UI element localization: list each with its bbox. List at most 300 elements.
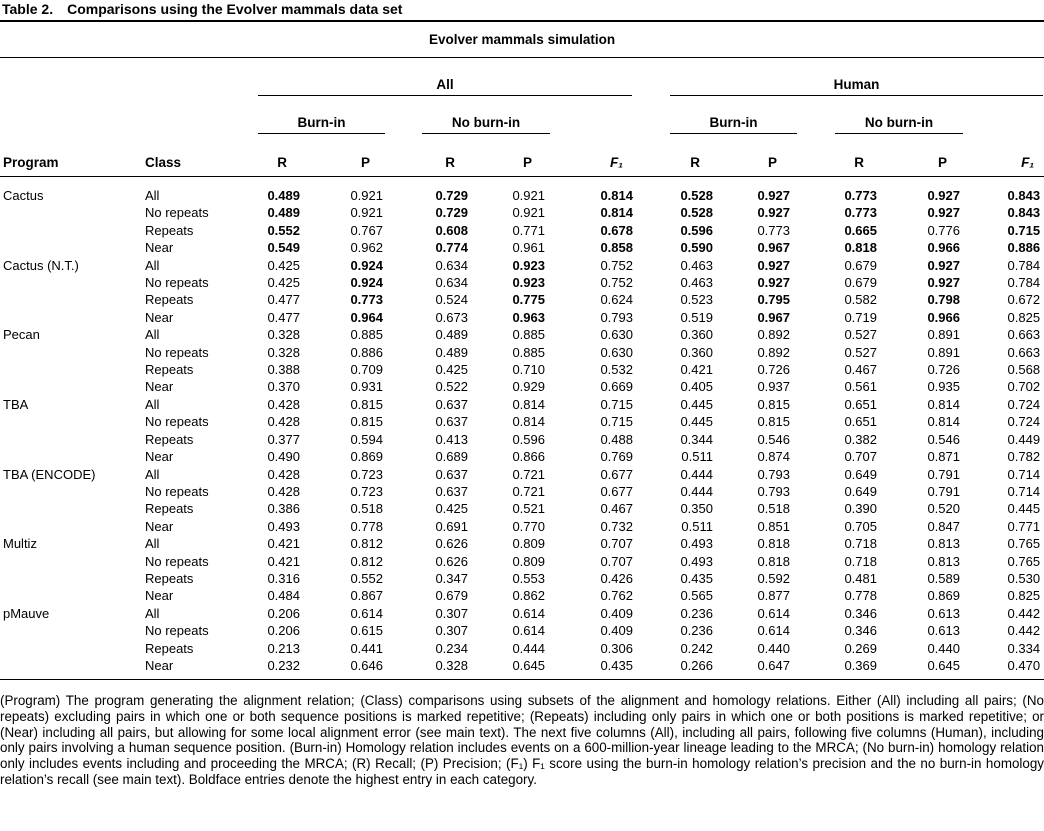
value-cell: 0.793: [600, 309, 633, 325]
value-cell: 0.812: [350, 553, 383, 569]
value-cell: 0.791: [927, 483, 960, 499]
value-cell: 0.307: [435, 605, 468, 621]
class-cell: Repeats: [145, 431, 194, 447]
program-cell: [0, 640, 142, 657]
value-cell: 0.266: [680, 657, 713, 673]
value-cell: 0.409: [600, 605, 633, 621]
value-cell: 0.663: [1007, 344, 1041, 360]
col-all-f1: F₁: [545, 134, 633, 177]
value-cell: 0.927: [927, 275, 960, 291]
value-cell: 0.732: [600, 518, 633, 534]
table-row: [0, 378, 1044, 395]
value-cell: 0.858: [600, 240, 633, 256]
spanning-header: Evolver mammals simulation: [0, 22, 1044, 58]
value-cell: 0.707: [844, 449, 877, 465]
value-cell: 0.724: [1007, 396, 1041, 412]
value-cell: 0.885: [350, 327, 383, 343]
value-cell: 0.769: [600, 449, 633, 465]
value-cell: 0.679: [435, 588, 468, 604]
value-cell: 0.924: [350, 275, 383, 291]
table-row: [0, 396, 1044, 413]
value-cell: 0.421: [267, 536, 300, 552]
value-cell: 0.524: [435, 292, 468, 308]
value-cell: 0.782: [1007, 449, 1041, 465]
value-cell: 0.961: [512, 240, 545, 256]
program-cell: [0, 361, 142, 378]
program-cell: [0, 483, 142, 500]
table-row: [0, 274, 1044, 291]
table-row: [0, 448, 1044, 465]
human-noburnin-label: No burn-in: [864, 115, 934, 130]
value-cell: 0.927: [927, 257, 960, 273]
value-cell: 0.470: [1007, 657, 1041, 673]
value-cell: 0.637: [435, 396, 468, 412]
group-header-spacer: [0, 58, 255, 97]
col-human-burnin-p: P: [713, 134, 790, 177]
value-cell: 0.885: [512, 344, 545, 360]
program-cell: TBA (ENCODE): [3, 466, 96, 482]
class-cell: Near: [145, 657, 174, 673]
value-cell: 0.815: [350, 414, 383, 430]
value-cell: 0.388: [267, 362, 300, 378]
program-cell: [0, 587, 142, 604]
value-cell: 0.421: [680, 362, 713, 378]
all-burnin-underline: [258, 115, 385, 134]
value-cell: 0.552: [350, 570, 383, 586]
value-cell: 0.935: [927, 379, 960, 395]
value-cell: 0.752: [600, 275, 633, 291]
table-row: [0, 239, 1044, 256]
col-class: Class: [142, 134, 255, 177]
value-cell: 0.594: [350, 431, 383, 447]
class-cell: No repeats: [145, 483, 209, 499]
value-cell: 0.921: [512, 205, 545, 221]
all-burnin-cell: [255, 96, 383, 134]
value-cell: 0.236: [680, 623, 713, 639]
value-cell: 0.795: [757, 292, 790, 308]
value-cell: 0.966: [927, 240, 960, 256]
value-cell: 0.444: [680, 483, 713, 499]
program-cell: Pecan: [3, 327, 40, 343]
table-caption: Comparisons using the Evolver mammals data set: [67, 1, 403, 17]
group-all-cell: [255, 58, 633, 97]
value-cell: 0.689: [435, 449, 468, 465]
table-title: [0, 0, 1044, 22]
value-cell: 0.774: [435, 240, 468, 256]
value-cell: 0.663: [1007, 327, 1041, 343]
value-cell: 0.614: [757, 623, 790, 639]
value-cell: 0.390: [844, 501, 877, 517]
table-row: [0, 500, 1044, 517]
table-row: [0, 535, 1044, 552]
program-cell: [0, 448, 142, 465]
col-human-f1: F₁: [960, 134, 1044, 177]
group-all-underline: [258, 77, 632, 96]
value-cell: 0.435: [600, 657, 633, 673]
table-row: [0, 640, 1044, 657]
value-cell: 0.784: [1007, 275, 1041, 291]
value-cell: 0.775: [512, 292, 545, 308]
value-cell: 0.306: [600, 640, 633, 656]
value-cell: 0.843: [1007, 188, 1041, 203]
value-cell: 0.707: [600, 536, 633, 552]
col-program: Program: [0, 134, 142, 177]
value-cell: 0.793: [757, 483, 790, 499]
human-noburnin-cell: [790, 96, 960, 134]
value-cell: 0.440: [927, 640, 960, 656]
value-cell: 0.921: [350, 188, 383, 203]
class-cell: Repeats: [145, 640, 194, 656]
class-cell: All: [145, 466, 160, 482]
value-cell: 0.489: [435, 327, 468, 343]
value-cell: 0.767: [350, 222, 383, 238]
table-row: [0, 204, 1044, 221]
value-cell: 0.334: [1007, 640, 1041, 656]
value-cell: 0.425: [267, 275, 300, 291]
value-cell: 0.752: [600, 257, 633, 273]
value-cell: 0.413: [435, 431, 468, 447]
value-cell: 0.679: [844, 257, 877, 273]
value-cell: 0.637: [435, 414, 468, 430]
value-cell: 0.522: [435, 379, 468, 395]
value-cell: 0.784: [1007, 257, 1041, 273]
group-all-label: All: [436, 77, 454, 92]
class-cell: All: [145, 327, 160, 343]
value-cell: 0.360: [680, 344, 713, 360]
value-cell: 0.527: [844, 327, 877, 343]
value-cell: 0.206: [267, 605, 300, 621]
table-row: [0, 326, 1044, 343]
value-cell: 0.771: [1007, 518, 1041, 534]
value-cell: 0.778: [350, 518, 383, 534]
class-cell: All: [145, 257, 160, 273]
value-cell: 0.966: [927, 309, 960, 325]
value-cell: 0.467: [844, 362, 877, 378]
value-cell: 0.891: [927, 344, 960, 360]
program-cell: [0, 553, 142, 570]
value-cell: 0.532: [600, 362, 633, 378]
value-cell: 0.596: [512, 431, 545, 447]
value-cell: 0.484: [267, 588, 300, 604]
all-noburnin-label: No burn-in: [451, 115, 521, 130]
value-cell: 0.813: [927, 553, 960, 569]
value-cell: 0.477: [267, 309, 300, 325]
value-cell: 0.596: [680, 222, 713, 238]
value-cell: 0.613: [927, 623, 960, 639]
value-cell: 0.814: [927, 396, 960, 412]
table-row: [0, 518, 1044, 535]
value-cell: 0.520: [927, 501, 960, 517]
table-row: [0, 553, 1044, 570]
class-cell: Repeats: [145, 222, 194, 238]
value-cell: 0.630: [600, 344, 633, 360]
subgroup-spacer: [0, 96, 255, 134]
program-cell: [0, 378, 142, 395]
value-cell: 0.624: [600, 292, 633, 308]
table-row: [0, 570, 1044, 587]
program-cell: [0, 274, 142, 291]
value-cell: 0.678: [600, 222, 633, 238]
value-cell: 0.582: [844, 292, 877, 308]
value-cell: 0.328: [267, 344, 300, 360]
table-row: [0, 309, 1044, 326]
class-cell: No repeats: [145, 275, 209, 291]
value-cell: 0.350: [680, 501, 713, 517]
value-cell: 0.874: [757, 449, 790, 465]
value-cell: 0.565: [680, 588, 713, 604]
value-cell: 0.962: [350, 240, 383, 256]
value-cell: 0.614: [757, 605, 790, 621]
value-cell: 0.851: [757, 518, 790, 534]
value-cell: 0.762: [600, 588, 633, 604]
value-cell: 0.812: [350, 536, 383, 552]
value-cell: 0.626: [435, 536, 468, 552]
value-cell: 0.773: [844, 188, 877, 203]
value-cell: 0.613: [927, 605, 960, 621]
table-row: [0, 466, 1044, 483]
value-cell: 0.630: [600, 327, 633, 343]
spanning-header-row: [0, 22, 1044, 58]
value-cell: 0.719: [844, 309, 877, 325]
value-cell: 0.370: [267, 379, 300, 395]
value-cell: 0.523: [680, 292, 713, 308]
value-cell: 0.866: [512, 449, 545, 465]
value-cell: 0.549: [267, 240, 300, 256]
value-cell: 0.869: [350, 449, 383, 465]
program-cell: [0, 222, 142, 239]
value-cell: 0.493: [680, 536, 713, 552]
value-cell: 0.814: [512, 414, 545, 430]
table-row: [0, 431, 1044, 448]
value-cell: 0.964: [350, 309, 383, 325]
value-cell: 0.815: [757, 396, 790, 412]
value-cell: 0.234: [435, 640, 468, 656]
value-cell: 0.677: [600, 483, 633, 499]
program-cell: [0, 204, 142, 221]
program-cell: Cactus: [3, 188, 44, 203]
value-cell: 0.651: [844, 414, 877, 430]
value-cell: 0.809: [512, 536, 545, 552]
class-cell: Repeats: [145, 292, 194, 308]
group-header-row: [0, 58, 1044, 97]
value-cell: 0.885: [512, 327, 545, 343]
value-cell: 0.715: [600, 396, 633, 412]
table-row: [0, 605, 1044, 622]
value-cell: 0.672: [1007, 292, 1041, 308]
value-cell: 0.847: [927, 518, 960, 534]
value-cell: 0.344: [680, 431, 713, 447]
value-cell: 0.921: [350, 205, 383, 221]
value-cell: 0.818: [757, 553, 790, 569]
value-cell: 0.405: [680, 379, 713, 395]
program-cell: [0, 500, 142, 517]
value-cell: 0.967: [757, 240, 790, 256]
value-cell: 0.561: [844, 379, 877, 395]
value-cell: 0.673: [435, 309, 468, 325]
class-cell: All: [145, 536, 160, 552]
value-cell: 0.927: [757, 188, 790, 203]
value-cell: 0.445: [1007, 501, 1041, 517]
value-cell: 0.518: [350, 501, 383, 517]
value-cell: 0.527: [844, 344, 877, 360]
table-row: [0, 361, 1044, 378]
value-cell: 0.793: [757, 466, 790, 482]
group-human-label: Human: [833, 77, 880, 92]
value-cell: 0.463: [680, 275, 713, 291]
program-cell: TBA: [3, 396, 29, 412]
value-cell: 0.814: [927, 414, 960, 430]
value-cell: 0.715: [600, 414, 633, 430]
value-cell: 0.886: [1007, 240, 1041, 256]
program-cell: [0, 413, 142, 430]
value-cell: 0.528: [680, 205, 713, 221]
value-cell: 0.791: [927, 466, 960, 482]
table-row: [0, 657, 1044, 680]
class-cell: All: [145, 396, 160, 412]
value-cell: 0.645: [512, 657, 545, 673]
program-cell: [0, 431, 142, 448]
value-cell: 0.206: [267, 623, 300, 639]
value-cell: 0.815: [757, 414, 790, 430]
class-cell: All: [145, 605, 160, 621]
value-cell: 0.440: [757, 640, 790, 656]
value-cell: 0.530: [1007, 570, 1041, 586]
value-cell: 0.614: [350, 605, 383, 621]
all-f1-spacer: [545, 96, 633, 134]
value-cell: 0.242: [680, 640, 713, 656]
value-cell: 0.679: [844, 275, 877, 291]
value-cell: 0.489: [267, 205, 300, 221]
class-cell: Near: [145, 240, 174, 256]
value-cell: 0.269: [844, 640, 877, 656]
value-cell: 0.528: [680, 188, 713, 203]
value-cell: 0.721: [512, 466, 545, 482]
table-footnote: (Program) The program generating the alignment relation; (Class) comparisons using subsets of the alignment and homology relations. Either (All) including all pairs; (No repeats) excluding pairs in which one or both sequence positions is marked repetitive; (Repeats) including only pairs in which one or both positions is marked repetitive; or (Near) including all pairs, but allowing for some local alignment error (see main text). The next five columns (All), including all pairs, following five columns (Human), including only pairs involving a human sequence position. (Burn-in) Homology relation includes events on a 600-million-year lineage leading to the MRCA; (No burn-in) homology relation only includes events including and proceeding the MRCA; (R) Recall; (P) Precision; (F₁) F₁ score using the burn-in homology relation’s precision and the no burn-in homology relation’s recall (see main text). Boldface entries denote the highest entry in each category.: [0, 693, 1044, 787]
program-cell: [0, 622, 142, 639]
value-cell: 0.726: [927, 362, 960, 378]
value-cell: 0.634: [435, 257, 468, 273]
value-cell: 0.729: [435, 188, 468, 203]
value-cell: 0.421: [267, 553, 300, 569]
value-cell: 0.463: [680, 257, 713, 273]
table-row: [0, 483, 1044, 500]
value-cell: 0.435: [680, 570, 713, 586]
value-cell: 0.386: [267, 501, 300, 517]
value-cell: 0.646: [350, 657, 383, 673]
col-all-burnin-r: R: [255, 134, 300, 177]
class-cell: Near: [145, 449, 174, 465]
value-cell: 0.511: [681, 518, 713, 534]
value-cell: 0.428: [267, 483, 300, 499]
class-cell: Near: [145, 309, 174, 325]
value-cell: 0.923: [512, 275, 545, 291]
value-cell: 0.702: [1007, 379, 1041, 395]
value-cell: 0.649: [844, 466, 877, 482]
col-all-burnin-p: P: [300, 134, 383, 177]
value-cell: 0.714: [1007, 483, 1041, 499]
value-cell: 0.425: [435, 362, 468, 378]
program-cell: [0, 570, 142, 587]
human-burnin-cell: [633, 96, 790, 134]
value-cell: 0.709: [350, 362, 383, 378]
table-row: [0, 413, 1044, 430]
value-cell: 0.511: [681, 449, 713, 465]
class-cell: Repeats: [145, 570, 194, 586]
table-row: [0, 344, 1044, 361]
value-cell: 0.425: [267, 257, 300, 273]
program-cell: [0, 344, 142, 361]
value-cell: 0.590: [680, 240, 713, 256]
value-cell: 0.608: [435, 222, 468, 238]
program-cell: [0, 518, 142, 535]
human-f1-spacer: [960, 96, 1044, 134]
value-cell: 0.489: [435, 344, 468, 360]
class-cell: Near: [145, 518, 174, 534]
value-cell: 0.316: [267, 570, 300, 586]
all-noburnin-underline: [422, 115, 550, 134]
value-cell: 0.445: [680, 396, 713, 412]
value-cell: 0.236: [680, 605, 713, 621]
value-cell: 0.813: [927, 536, 960, 552]
value-cell: 0.677: [600, 466, 633, 482]
value-cell: 0.467: [600, 501, 633, 517]
col-all-noburnin-p: P: [468, 134, 545, 177]
value-cell: 0.428: [267, 414, 300, 430]
value-cell: 0.232: [267, 657, 300, 673]
value-cell: 0.921: [512, 188, 545, 203]
value-cell: 0.382: [844, 431, 877, 447]
value-cell: 0.929: [512, 379, 545, 395]
value-cell: 0.718: [844, 536, 877, 552]
value-cell: 0.705: [844, 518, 877, 534]
value-cell: 0.869: [927, 588, 960, 604]
value-cell: 0.409: [600, 623, 633, 639]
comparison-table: [0, 22, 1044, 680]
class-cell: No repeats: [145, 623, 209, 639]
value-cell: 0.553: [512, 570, 545, 586]
value-cell: 0.442: [1007, 623, 1041, 639]
value-cell: 0.707: [600, 553, 633, 569]
value-cell: 0.927: [757, 257, 790, 273]
col-all-noburnin-r: R: [383, 134, 468, 177]
value-cell: 0.493: [680, 553, 713, 569]
value-cell: 0.770: [512, 518, 545, 534]
col-human-burnin-r: R: [633, 134, 713, 177]
value-cell: 0.825: [1007, 588, 1041, 604]
value-cell: 0.927: [757, 275, 790, 291]
value-cell: 0.778: [844, 588, 877, 604]
value-cell: 0.444: [680, 466, 713, 482]
value-cell: 0.444: [512, 640, 545, 656]
class-cell: No repeats: [145, 414, 209, 430]
value-cell: 0.710: [512, 362, 545, 378]
value-cell: 0.493: [267, 518, 300, 534]
value-cell: 0.521: [512, 501, 545, 517]
class-cell: Near: [145, 379, 174, 395]
value-cell: 0.723: [350, 466, 383, 482]
table-row: [0, 622, 1044, 639]
value-cell: 0.669: [600, 379, 633, 395]
value-cell: 0.568: [1007, 362, 1041, 378]
class-cell: Repeats: [145, 501, 194, 517]
value-cell: 0.519: [680, 309, 713, 325]
column-header-row: [0, 134, 1044, 177]
value-cell: 0.634: [435, 275, 468, 291]
value-cell: 0.729: [435, 205, 468, 221]
value-cell: 0.377: [267, 431, 300, 447]
class-cell: No repeats: [145, 553, 209, 569]
subgroup-header-row: [0, 96, 1044, 134]
